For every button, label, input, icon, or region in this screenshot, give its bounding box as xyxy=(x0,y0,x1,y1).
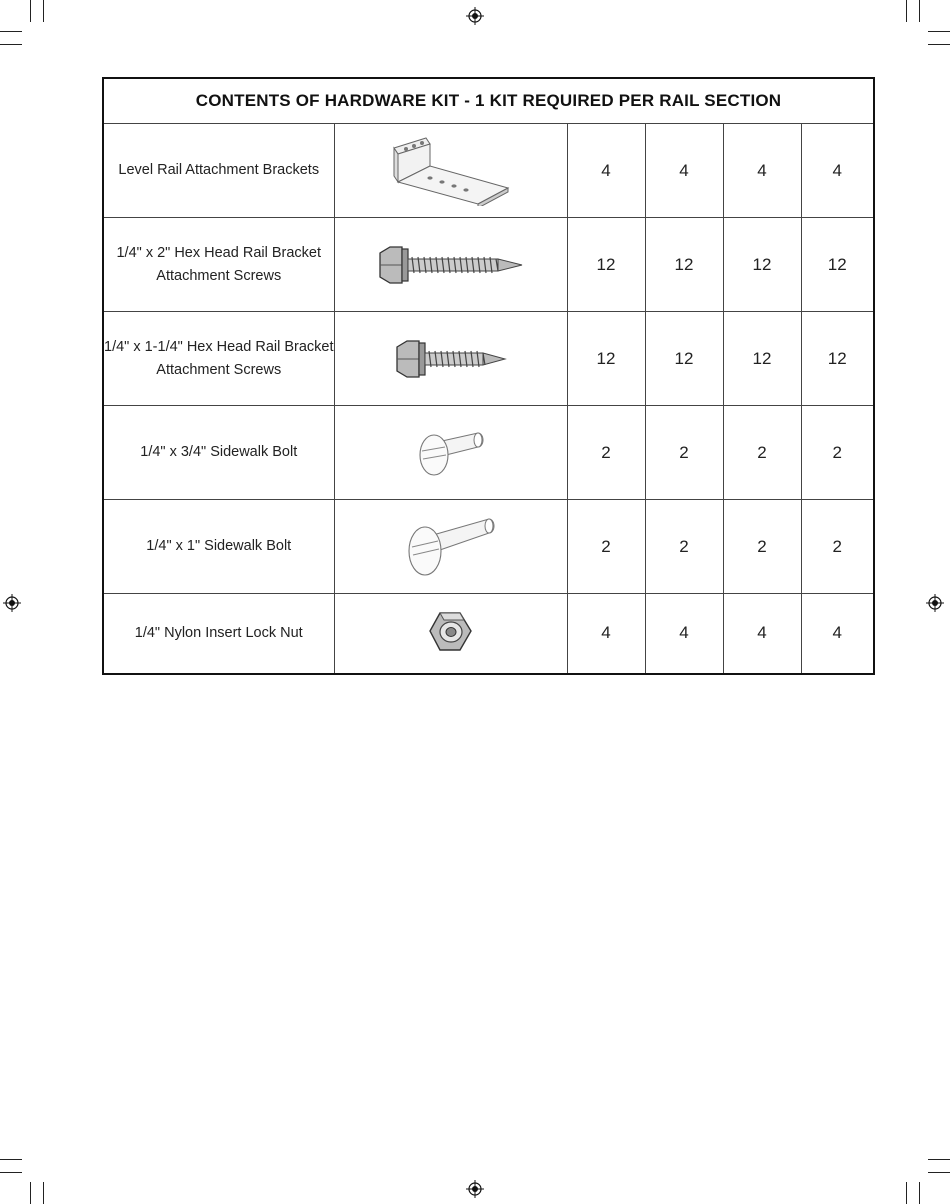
item-description: 1/4" x 1-1/4" Hex Head Rail Bracket Attachment Screws xyxy=(103,312,334,406)
item-description: Level Rail Attachment Brackets xyxy=(103,124,334,218)
item-description: 1/4" x 2" Hex Head Rail Bracket Attachment Screws xyxy=(103,218,334,312)
quantity-cell: 4 xyxy=(645,124,723,218)
item-image xyxy=(334,594,567,674)
table-row xyxy=(103,500,874,594)
quantity-cell: 4 xyxy=(723,594,801,674)
item-description: 1/4" x 1" Sidewalk Bolt xyxy=(103,500,334,594)
short-hex-screw-icon xyxy=(335,337,567,381)
quantity-cell: 2 xyxy=(723,406,801,500)
crop-mark xyxy=(919,1182,920,1204)
item-image xyxy=(334,124,567,218)
registration-mark-icon xyxy=(466,7,484,25)
item-image xyxy=(334,218,567,312)
crop-mark xyxy=(919,0,920,22)
quantity-cell: 12 xyxy=(645,218,723,312)
quantity-cell: 12 xyxy=(645,312,723,406)
quantity-cell: 2 xyxy=(645,406,723,500)
quantity-cell: 12 xyxy=(567,312,645,406)
crop-mark xyxy=(928,1159,950,1160)
bracket-icon xyxy=(335,136,567,206)
quantity-cell: 4 xyxy=(801,124,874,218)
quantity-cell: 12 xyxy=(567,218,645,312)
item-image xyxy=(334,406,567,500)
quantity-cell: 12 xyxy=(723,312,801,406)
crop-mark xyxy=(0,31,22,32)
item-description: 1/4" x 3/4" Sidewalk Bolt xyxy=(103,406,334,500)
quantity-cell: 12 xyxy=(723,218,801,312)
quantity-cell: 2 xyxy=(723,500,801,594)
crop-mark xyxy=(30,0,31,22)
lock-nut-icon xyxy=(335,610,567,656)
item-image xyxy=(334,500,567,594)
short-sidewalk-bolt-icon xyxy=(335,423,567,483)
quantity-cell: 2 xyxy=(801,500,874,594)
crop-mark xyxy=(928,1172,950,1173)
quantity-cell: 4 xyxy=(723,124,801,218)
item-image xyxy=(334,312,567,406)
crop-mark xyxy=(0,1159,22,1160)
quantity-cell: 12 xyxy=(801,218,874,312)
table-row xyxy=(103,124,874,218)
quantity-cell: 12 xyxy=(801,312,874,406)
quantity-cell: 4 xyxy=(645,594,723,674)
crop-mark xyxy=(43,1182,44,1204)
quantity-cell: 4 xyxy=(801,594,874,674)
quantity-cell: 4 xyxy=(567,594,645,674)
table-row xyxy=(103,594,874,674)
quantity-cell: 2 xyxy=(567,500,645,594)
registration-mark-icon xyxy=(466,1180,484,1198)
quantity-cell: 4 xyxy=(567,124,645,218)
quantity-cell: 2 xyxy=(567,406,645,500)
table-row xyxy=(103,218,874,312)
table-title: CONTENTS OF HARDWARE KIT - 1 KIT REQUIRED PER RAIL SECTION xyxy=(103,78,874,124)
crop-mark xyxy=(906,0,907,22)
quantity-cell: 2 xyxy=(801,406,874,500)
crop-mark xyxy=(30,1182,31,1204)
quantity-cell: 2 xyxy=(645,500,723,594)
table-row xyxy=(103,312,874,406)
crop-mark xyxy=(0,1172,22,1173)
crop-mark xyxy=(928,31,950,32)
registration-mark-icon xyxy=(926,594,944,612)
crop-mark xyxy=(43,0,44,22)
item-description: 1/4" Nylon Insert Lock Nut xyxy=(103,594,334,674)
table-row xyxy=(103,406,874,500)
long-hex-screw-icon xyxy=(335,243,567,287)
crop-mark xyxy=(906,1182,907,1204)
crop-mark xyxy=(0,44,22,45)
crop-mark xyxy=(928,44,950,45)
registration-mark-icon xyxy=(3,594,21,612)
long-sidewalk-bolt-icon xyxy=(335,511,567,583)
hardware-kit-table xyxy=(102,77,875,675)
